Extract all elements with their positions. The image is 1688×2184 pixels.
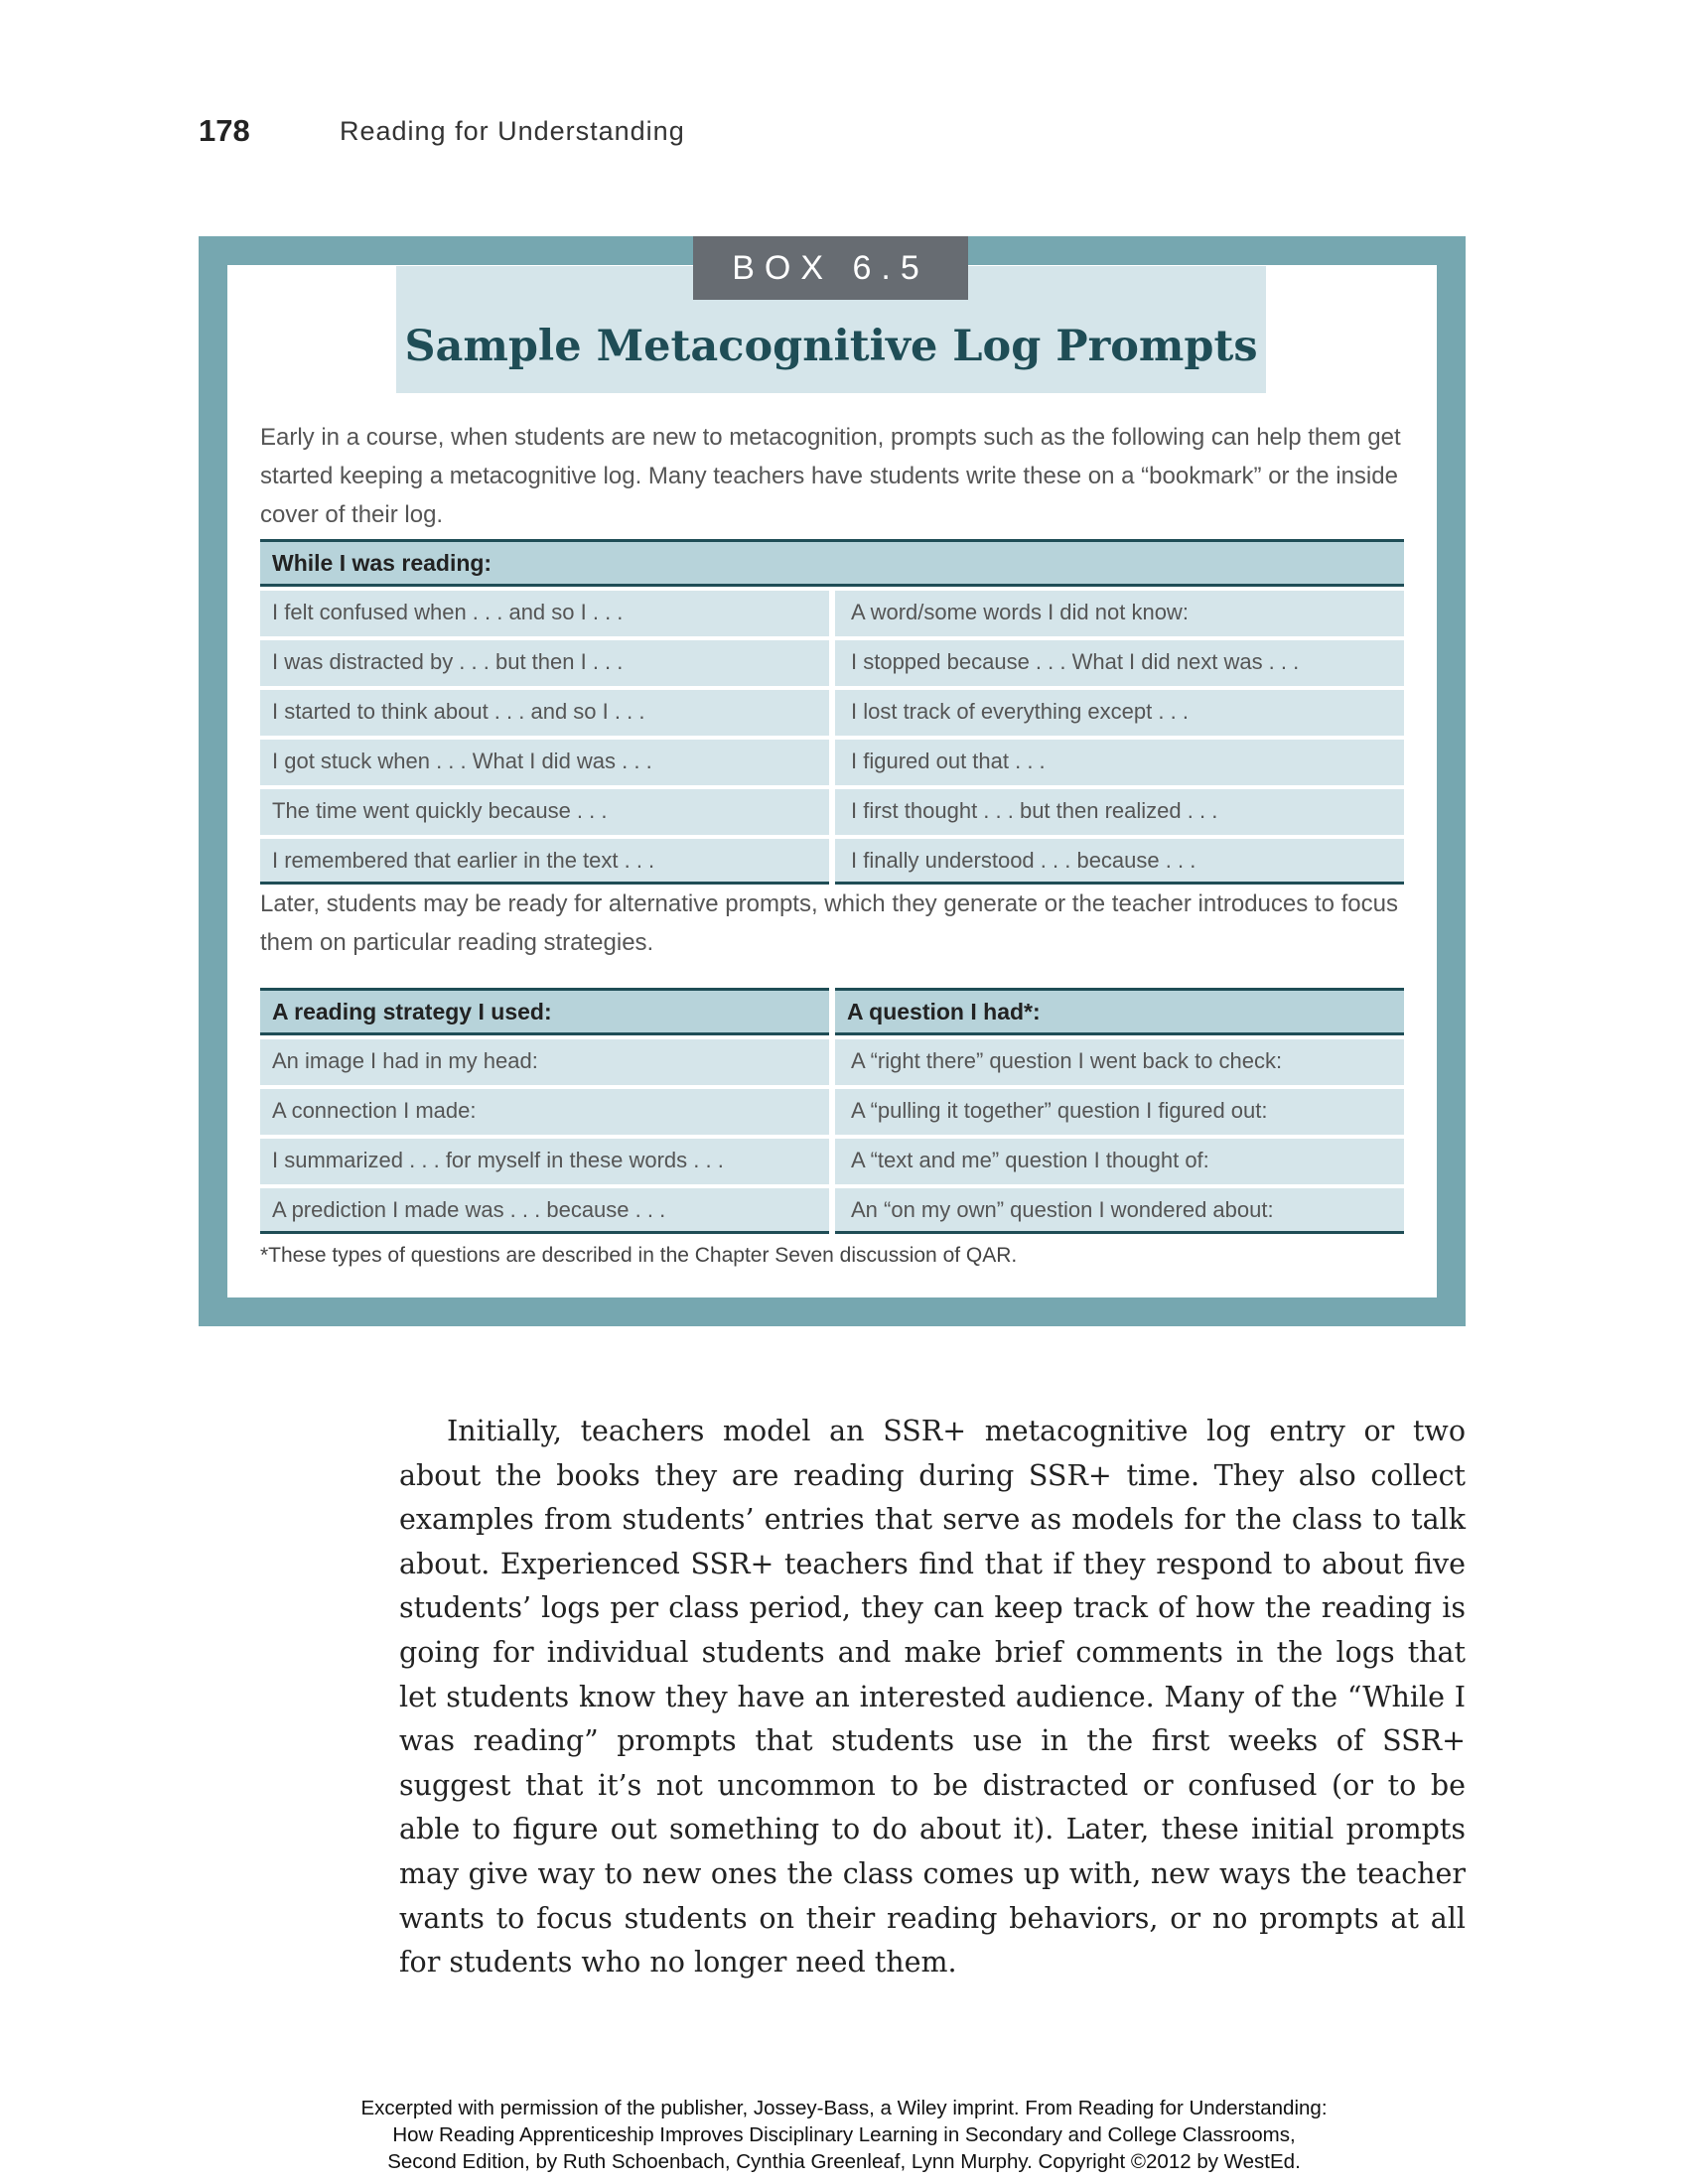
strategy-question-table — [260, 988, 1404, 1234]
credit-line: Excerpted with permission of the publisher, Jossey-Bass, a Wiley imprint. From Reading for Understanding: — [360, 2097, 1328, 2119]
credit-line: How Reading Apprenticeship Improves Disciplinary Learning in Secondary and College Classrooms, — [392, 2123, 1296, 2146]
table-grid — [260, 988, 1404, 1234]
page-number: 178 — [199, 113, 250, 148]
table-cell: An image I had in my head: — [260, 1039, 829, 1085]
credit-footer — [248, 2095, 1440, 2175]
table-cell: I figured out that . . . — [835, 740, 1404, 785]
table-cell: A “right there” question I went back to check: — [835, 1039, 1404, 1085]
table-cell: I felt confused when . . . and so I . . . — [260, 591, 829, 636]
box-later-text: Later, students may be ready for alternative prompts, which they generate or the teacher introduces to focus them on particular reading strategies. — [260, 890, 1398, 956]
table-cell: A word/some words I did not know: — [835, 591, 1404, 636]
table-cell: I first thought . . . but then realized . . . — [835, 789, 1404, 835]
while-reading-table — [260, 539, 1404, 885]
column-header-question: A question I had*: — [835, 988, 1404, 1035]
box-intro: Early in a course, when students are new to metacognition, prompts such as the following can help them get started keeping a metacognitive log. Many teachers have students write these on a “bookmark” or the inside cover of their log. — [260, 424, 1401, 528]
box-label: BOX 6.5 — [693, 236, 968, 300]
table-cell: I stopped because . . . What I did next was . . . — [835, 640, 1404, 686]
column-header-strategy: A reading strategy I used: — [260, 988, 829, 1035]
box-title: Sample Metacognitive Log Prompts — [404, 322, 1258, 371]
table-cell: I got stuck when . . . What I did was . . . — [260, 740, 829, 785]
box-footnote: *These types of questions are described in the Chapter Seven discussion of QAR. — [260, 1244, 1018, 1267]
table-cell: I summarized . . . for myself in these words . . . — [260, 1139, 829, 1184]
table-cell: A “pulling it together” question I figured out: — [835, 1089, 1404, 1135]
table-cell: I finally understood . . . because . . . — [835, 839, 1404, 885]
table-cell: A “text and me” question I thought of: — [835, 1139, 1404, 1184]
running-head: Reading for Understanding — [340, 116, 685, 146]
table-cell: A prediction I made was . . . because . . . — [260, 1188, 829, 1234]
table-header: While I was reading: — [260, 539, 1404, 587]
table-cell: I started to think about . . . and so I . . . — [260, 690, 829, 736]
table-cell: I lost track of everything except . . . — [835, 690, 1404, 736]
credit-line: Second Edition, by Ruth Schoenbach, Cynthia Greenleaf, Lynn Murphy. Copyright ©2012 by WestEd. — [387, 2150, 1301, 2173]
table-cell: I was distracted by . . . but then I . . . — [260, 640, 829, 686]
table-grid — [260, 587, 1404, 885]
table-cell: A connection I made: — [260, 1089, 829, 1135]
body-paragraph: Initially, teachers model an SSR+ metacognitive log entry or two about the books they are reading during SSR+ time. They also collect examples from students’ entries that serve as models for the class to talk about. Experienced SSR+ teachers find that if they respond to about five students’ logs per class period, they can keep track of how the reading is going for individual students and make brief comments in the logs that let students know they have an interested audience. Many of the “While I was reading” prompts that students use in the first weeks of SSR+ suggest that it’s not uncommon to be distracted or confused (or to be able to figure out something to do about it). Later, these initial prompts may give way to new ones the class comes up with, new ways the teacher wants to focus students on their reading behaviors, or no prompts at all for students who no longer need them. — [399, 1415, 1466, 1979]
table-cell: The time went quickly because . . . — [260, 789, 829, 835]
table-cell: I remembered that earlier in the text . . . — [260, 839, 829, 885]
table-cell: An “on my own” question I wondered about: — [835, 1188, 1404, 1234]
